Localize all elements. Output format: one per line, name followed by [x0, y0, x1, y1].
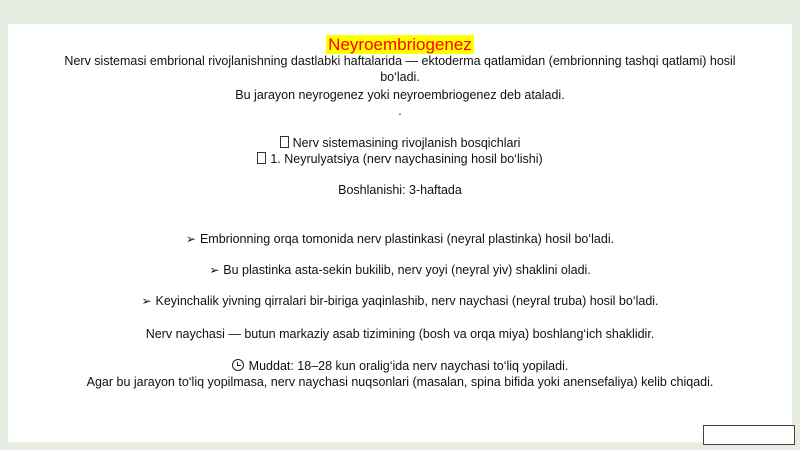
section-heading-text: Nerv sistemasining rivojlanish bosqichlari: [292, 136, 521, 150]
duration-text: Muddat: 18–28 kun oralig‘ida nerv naychasi to‘liq yopiladi.: [248, 359, 569, 373]
intro-line-3: Bu jarayon neyrogenez yoki neyroembriogenez deb ataladi.: [235, 88, 565, 102]
clock-icon: [232, 359, 244, 371]
intro-line-1: Nerv sistemasi embrional rivojlanishning dastlabki haftalarida — ektoderma qatlamidan (embrionning tashqi qatlami) hosil: [64, 54, 736, 68]
arrow-bullet-icon: ➢: [141, 294, 152, 308]
intro-line-4: .: [398, 104, 402, 118]
stage-heading: [0, 152, 800, 167]
title-text: Neyroembriogenez: [328, 35, 472, 54]
bullet-text-1: Embrionning orqa tomonida nerv plastinkasi (neyral plastinka) hosil bo‘ladi.: [199, 232, 615, 246]
corner-placeholder-box: [703, 425, 795, 445]
placeholder-box-icon: [257, 152, 266, 164]
arrow-bullet-icon: ➢: [209, 263, 220, 277]
summary-text: Nerv naychasi — butun markaziy asab tizimining (bosh va orqa miya) boshlang‘ich shaklidir.: [145, 327, 655, 341]
arrow-bullet-icon: ➢: [185, 232, 196, 246]
bullet-text-2: Bu plastinka asta-sekin bukilib, nerv yoyi (neyral yiv) shaklini oladi.: [223, 263, 591, 277]
duration-line: [0, 359, 800, 374]
bullet-text-3: Keyinchalik yivning qirralari bir-biriga yaqinlashib, nerv naychasi (neyral truba) hosil bo‘ladi.: [155, 294, 659, 308]
start-time: Boshlanishi: 3-haftada: [338, 183, 462, 197]
warning-text: Agar bu jarayon to‘liq yopilmasa, nerv naychasi nuqsonlari (masalan, spina bifida yoki anensefaliya) kelib chiqadi.: [86, 375, 714, 389]
bullet-item-2: [0, 263, 800, 278]
section-heading: [0, 136, 800, 151]
bullet-item-1: [0, 232, 800, 247]
stage-heading-text: 1. Neyrulyatsiya (nerv naychasining hosil bo‘lishi): [270, 152, 543, 166]
placeholder-box-icon: [280, 136, 289, 148]
bullet-item-3: [0, 294, 800, 309]
intro-line-2: bo‘ladi.: [380, 70, 420, 84]
